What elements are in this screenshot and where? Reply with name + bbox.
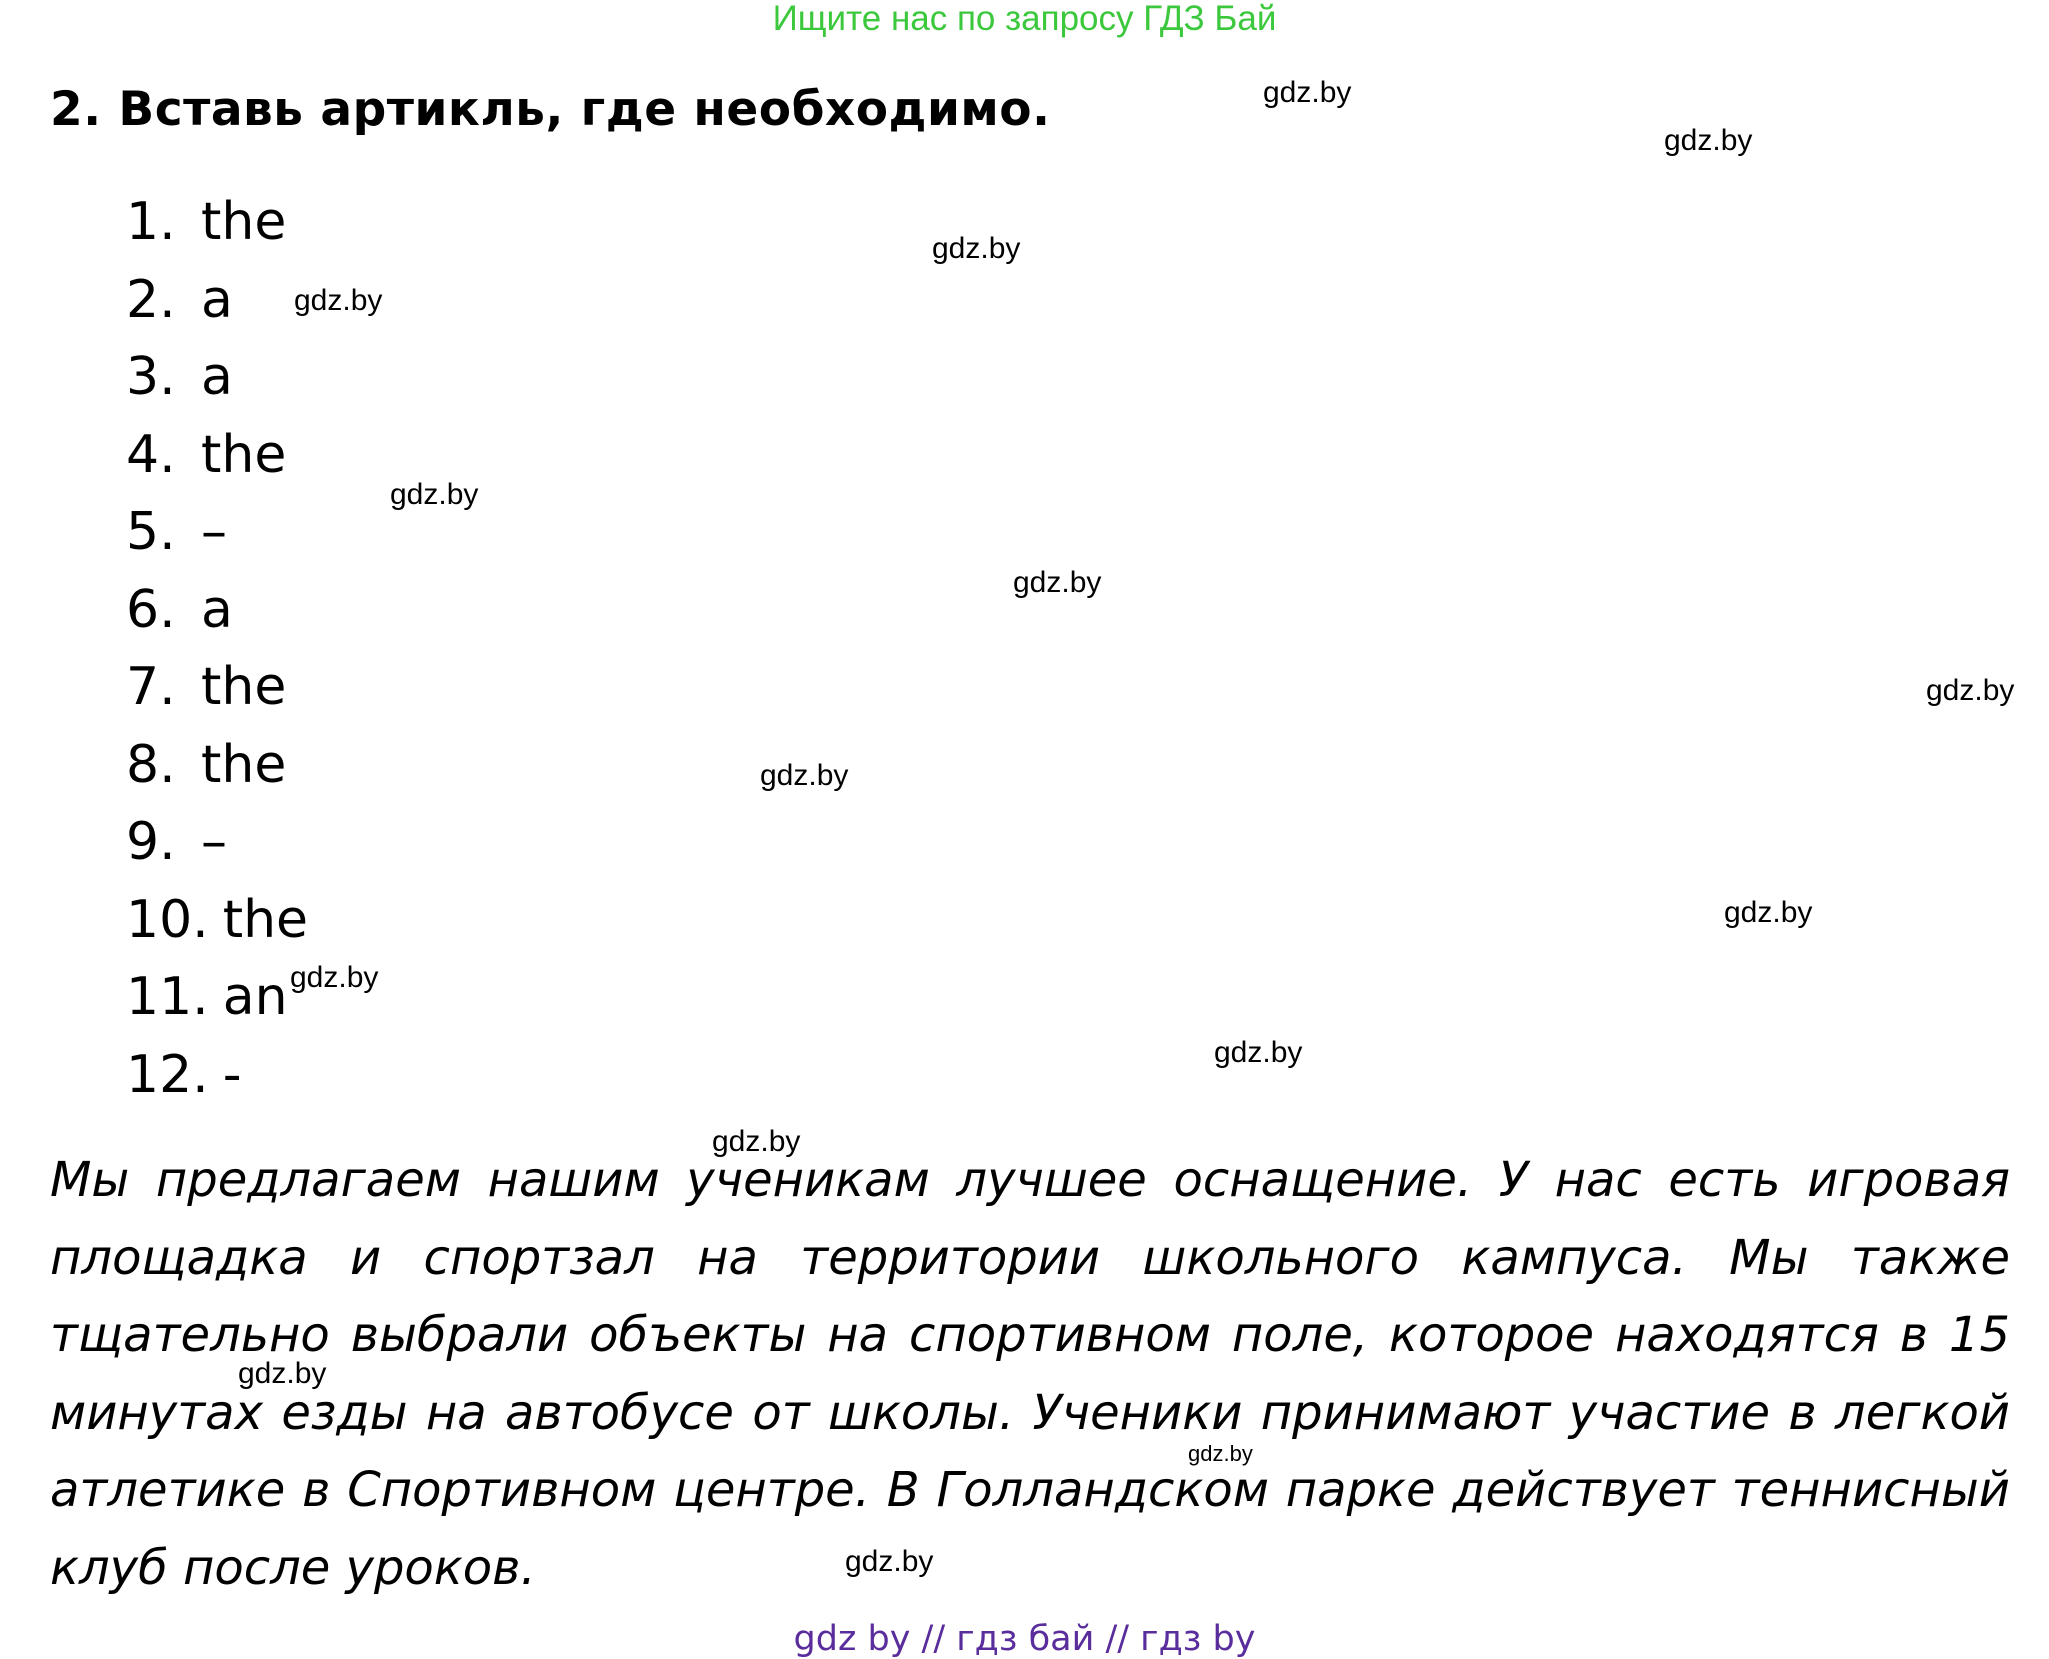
watermark: gdz.by <box>1214 1036 1303 1069</box>
answer-number: 1. <box>126 192 176 252</box>
answer-number: 11. <box>126 967 209 1027</box>
answer-number: 7. <box>126 657 176 717</box>
answer-item <box>126 262 308 340</box>
watermark: gdz.by <box>238 1357 327 1390</box>
answer-item <box>126 804 308 882</box>
watermark: gdz.by <box>390 478 479 511</box>
watermark: gdz.by <box>760 759 849 792</box>
answer-number: 9. <box>126 812 176 872</box>
footer-site-links[interactable]: gdz by // гдз бай // гдз by <box>793 1619 1256 1659</box>
answer-number: 6. <box>126 579 176 640</box>
answer-item <box>126 882 308 960</box>
answer-item <box>126 649 308 727</box>
answer-item <box>126 494 308 572</box>
answer-item <box>126 184 308 262</box>
answer-list <box>126 184 308 1114</box>
watermark: gdz.by <box>1263 76 1352 109</box>
answer-text: a <box>201 347 233 407</box>
watermark: gdz.by <box>294 284 383 317</box>
answer-text: a <box>201 579 233 640</box>
answer-item <box>126 1037 308 1115</box>
answer-item <box>126 339 308 417</box>
watermark: gdz.by <box>932 232 1021 265</box>
answer-number: 3. <box>126 347 176 407</box>
answer-text: – <box>201 812 227 872</box>
answer-text: the <box>201 424 287 485</box>
answer-item <box>126 572 308 650</box>
answer-text: a <box>201 269 233 330</box>
answer-item <box>126 727 308 805</box>
answer-number: 2. <box>126 269 176 330</box>
watermark: gdz.by <box>1724 896 1813 929</box>
answer-text: the <box>201 657 287 717</box>
search-hint-banner: Ищите нас по запросу ГДЗ Бай <box>772 0 1277 38</box>
answer-number: 8. <box>126 734 176 795</box>
answer-number: 12. <box>126 1044 209 1105</box>
answer-text: the <box>201 192 287 252</box>
answer-text: - <box>222 1044 242 1105</box>
answer-item <box>126 959 308 1037</box>
answer-text: – <box>201 502 227 562</box>
watermark: gdz.by <box>290 961 379 994</box>
answer-text: the <box>201 734 287 795</box>
answer-text: the <box>222 889 309 950</box>
exercise-title: 2. Вставь артикль, где необходимо. <box>50 82 1051 137</box>
watermark: gdz.by <box>845 1545 934 1578</box>
watermark: gdz.by <box>712 1125 801 1158</box>
answer-number: 5. <box>126 502 176 562</box>
translation-paragraph: Мы предлагаем нашим ученикам лучшее оснащение. У нас есть игровая площадка и спортзал на территории школьного кампуса. Мы также тщательно выбрали объекты на спортивном поле, которое находятся в 15 минутах езды на автобусе от школы. Ученики принимают участие в легкой атлетике в Спортивном центре. В Голландском парке действует теннисный клуб после уроков. <box>50 1152 2010 1596</box>
answer-number: 4. <box>126 424 176 485</box>
answer-item <box>126 417 308 495</box>
watermark: gdz.by <box>1188 1441 1253 1466</box>
watermark: gdz.by <box>1664 124 1753 157</box>
answer-text: an <box>222 967 288 1027</box>
answer-number: 10. <box>126 889 209 950</box>
watermark: gdz.by <box>1926 674 2015 707</box>
watermark: gdz.by <box>1013 566 1102 599</box>
